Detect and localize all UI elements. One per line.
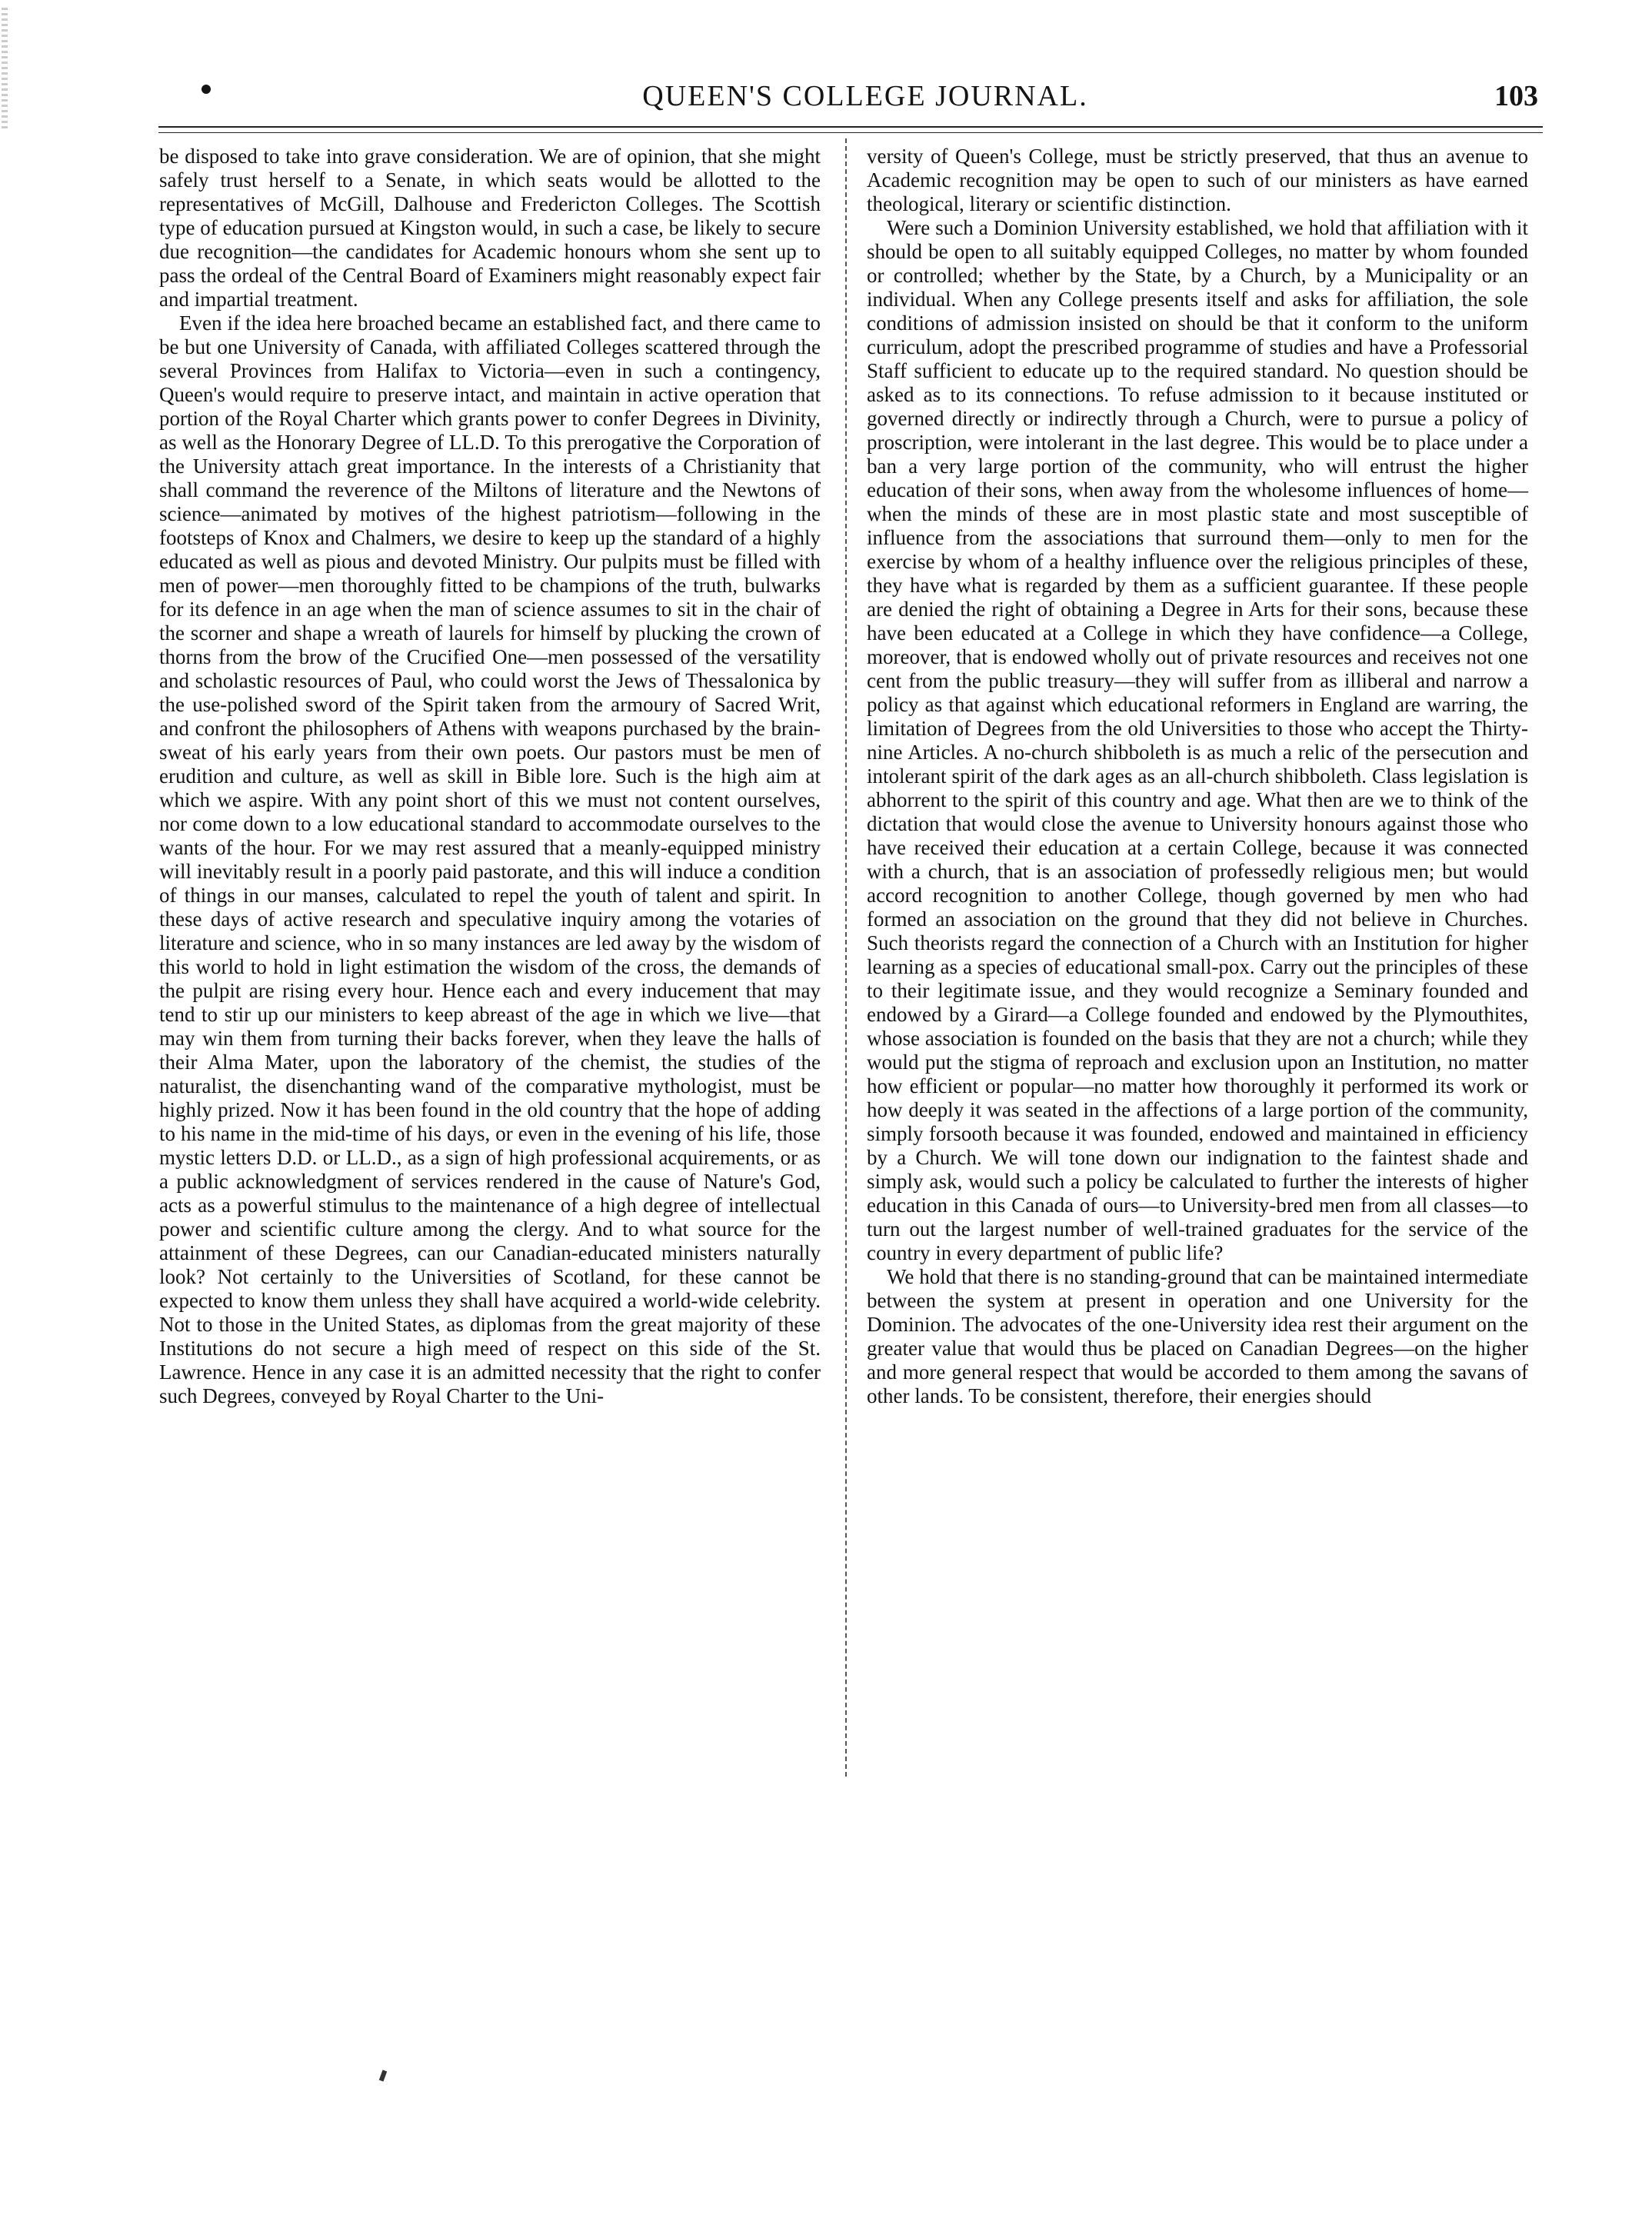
right-column [867, 145, 1528, 1408]
left-column [159, 145, 821, 1408]
right-paragraph-1: versity of Queen's College, must be strictly preserved, that thus an avenue to Academic recognition may be open to such of our ministers as have earned theological, literary or scientific distinction. [867, 145, 1528, 215]
left-paragraph-2: Even if the idea here broached became an established fact, and there came to be but one University of Canada, with affiliated Colleges scattered through the several Provinces from Halifax to Victoria—even in such a contingency, Queen's would require to preserve intact, and maintain in active operation that portion of the Royal Charter which grants power to confer Degrees in Divinity, as well as the Honorary Degree of LL.D. To this prerogative the Corporation of the University attach great importance. In the interests of a Christianity that shall command the reverence of the Miltons of literature and the Newtons of science—animated by motives of the highest patriotism—following in the footsteps of Knox and Chalmers, we desire to keep up the standard of a highly educated as well as pious and devoted Ministry. Our pulpits must be filled with men of power—men thoroughly fitted to be champions of the truth, bulwarks for its defence in an age when the man of science assumes to sit in the chair of the scorner and shape a wreath of laurels for himself by plucking the crown of thorns from the brow of the Crucified One—men possessed of the versatility and scholastic resources of Paul, who could worst the Jews of Thessalonica by the use-polished sword of the Spirit taken from the armoury of Sacred Writ, and confront the philosophers of Athens with weapons purchased by the brain-sweat of his early years from their own poets. Our pastors must be men of erudition and culture, as well as skill in Bible lore. Such is the high aim at which we aspire. With any point short of this we must not content ourselves, nor come down to a low educational standard to accommodate ourselves to the wants of the hour. For we may rest assured that a meanly-equipped ministry will inevitably result in a poorly paid pastorate, and this will induce a condition of things in our manses, calculated to repel the youth of talent and spirit. In these days of active research and speculative inquiry among the votaries of literature and science, who in so many instances are led away by the wisdom of this world to hold in light estimation the wisdom of the cross, the demands of the pulpit are rising every hour. Hence each and every inducement that may tend to stir up our ministers to keep abreast of the age in which we live—that may win them from turning their backs forever, when they leave the halls of their Alma Mater, upon the laboratory of the chemist, the studies of the naturalist, the disenchanting wand of the comparative mythologist, must be highly prized. Now it has been found in the old country that the hope of adding to his name in the mid-time of his days, or even in the evening of his life, those mystic letters D.D. or LL.D., as a sign of high professional acquirements, or as a public acknowledgment of services rendered in the cause of Nature's God, acts as a powerful stimulus to the maintenance of a high degree of intellectual power and scientific culture among the clergy. And to what source for the attainment of these Degrees, can our Canadian-educated ministers naturally look? Not certainly to the Universities of Scotland, for these cannot be expected to know them unless they shall have acquired a world-wide celebrity. Not to those in the United States, as diplomas from the great majority of these Institutions do not secure a high meed of respect on this side of the St. Lawrence. Hence in any case it is an admitted necessity that the right to confer such Degrees, conveyed by Royal Charter to the Uni- [159, 311, 821, 1407]
header-rule-thin [158, 132, 1543, 133]
scan-edge-artifact [2, 8, 8, 131]
header-rule-thick [158, 126, 1543, 128]
journal-title: QUEEN'S COLLEGE JOURNAL. [642, 80, 1088, 112]
right-paragraph-3: We hold that there is no standing-ground that can be maintained intermediate between the system at present in operation and one University for the Dominion. The advocates of the one-University idea rest their argument on the greater value that would thus be placed on Canadian Degrees—on the higher and more general respect that would be accorded to them among the savans of other lands. To be consistent, therefore, their energies should [867, 1265, 1528, 1407]
page-number: 103 [1494, 80, 1538, 112]
right-paragraph-2: Were such a Dominion University established, we hold that affiliation with it should be open to all suitably equipped Colleges, no matter by whom founded or controlled; whether by the State, by a Church, by a Municipality or an individual. When any College presents itself and asks for affiliation, the sole conditions of admission insisted on should be that it conform to the uniform curriculum, adopt the prescribed programme of studies and have a Professorial Staff sufficient to educate up to the required standard. No question should be asked as to its connections. To refuse admission to it because instituted or governed directly or indirectly through a Church, were to pursue a policy of proscription, were intolerant in the last degree. This would be to place under a ban a very large portion of the community, who will entrust the higher education of their sons, when away from the wholesome influences of home—when the minds of these are in most plastic state and most susceptible of influence from the associations that surround them—only to men for the exercise by whom of a healthy influence over the religious principles of these, they have what is regarded by them as a sufficient guarantee. If these people are denied the right of obtaining a Degree in Arts for their sons, because these have been educated at a College in which they have confidence—a College, moreover, that is endowed wholly out of private resources and receives not one cent from the public treasury—they will suffer from as illiberal and narrow a policy as that against which educational reformers in England are warring, the limitation of Degrees from the old Universities to those who accept the Thirty-nine Articles. A no-church shibboleth is as much a relic of the persecution and intolerant spirit of the dark ages as an all-church shibboleth. Class legislation is abhorrent to the spirit of this country and age. What then are we to think of the dictation that would close the avenue to University honours against those who have received their education at a certain College, because it was connected with a church, that is an association of professedly religious men; but would accord recognition to another College, though governed by men who had formed an association on the ground that they did not believe in Churches. Such theorists regard the connection of a Church with an Institution for higher learning as a species of educational small-pox. Carry out the principles of these to their legitimate issue, and they would recognize a Seminary founded and endowed by a Girard—a College founded and endowed by the Plymouthites, whose association is founded on the basis that they are not a church; while they would put the stigma of reproach and exclusion upon an Institution, no matter how efficient or popular—no matter how thoroughly it performed its work or how deeply it was seated in the affections of a large portion of the community, simply forsooth because it was founded, endowed and maintained in efficiency by a Church. We will tone down our indignation to the faintest shade and simply ask, would such a policy be calculated to further the interests of higher education in this Canada of ours—to University-bred men from all classes—to turn out the largest number of well-trained graduates for the service of the country in every department of public life? [867, 216, 1528, 1264]
left-paragraph-1: be disposed to take into grave consideration. We are of opinion, that she might safely trust herself to a Senate, in which seats would be allotted to the representatives of McGill, Dalhouse and Fredericton Colleges. The Scottish type of education pursued at Kingston would, in such a case, be likely to secure due recognition—the candidates for Academic honours whom she sent up to pass the ordeal of the Central Board of Examiners might reasonably expect fair and impartial treatment. [159, 145, 821, 311]
ink-mark [379, 2070, 387, 2081]
running-header [192, 77, 1538, 123]
column-divider [845, 138, 848, 1777]
